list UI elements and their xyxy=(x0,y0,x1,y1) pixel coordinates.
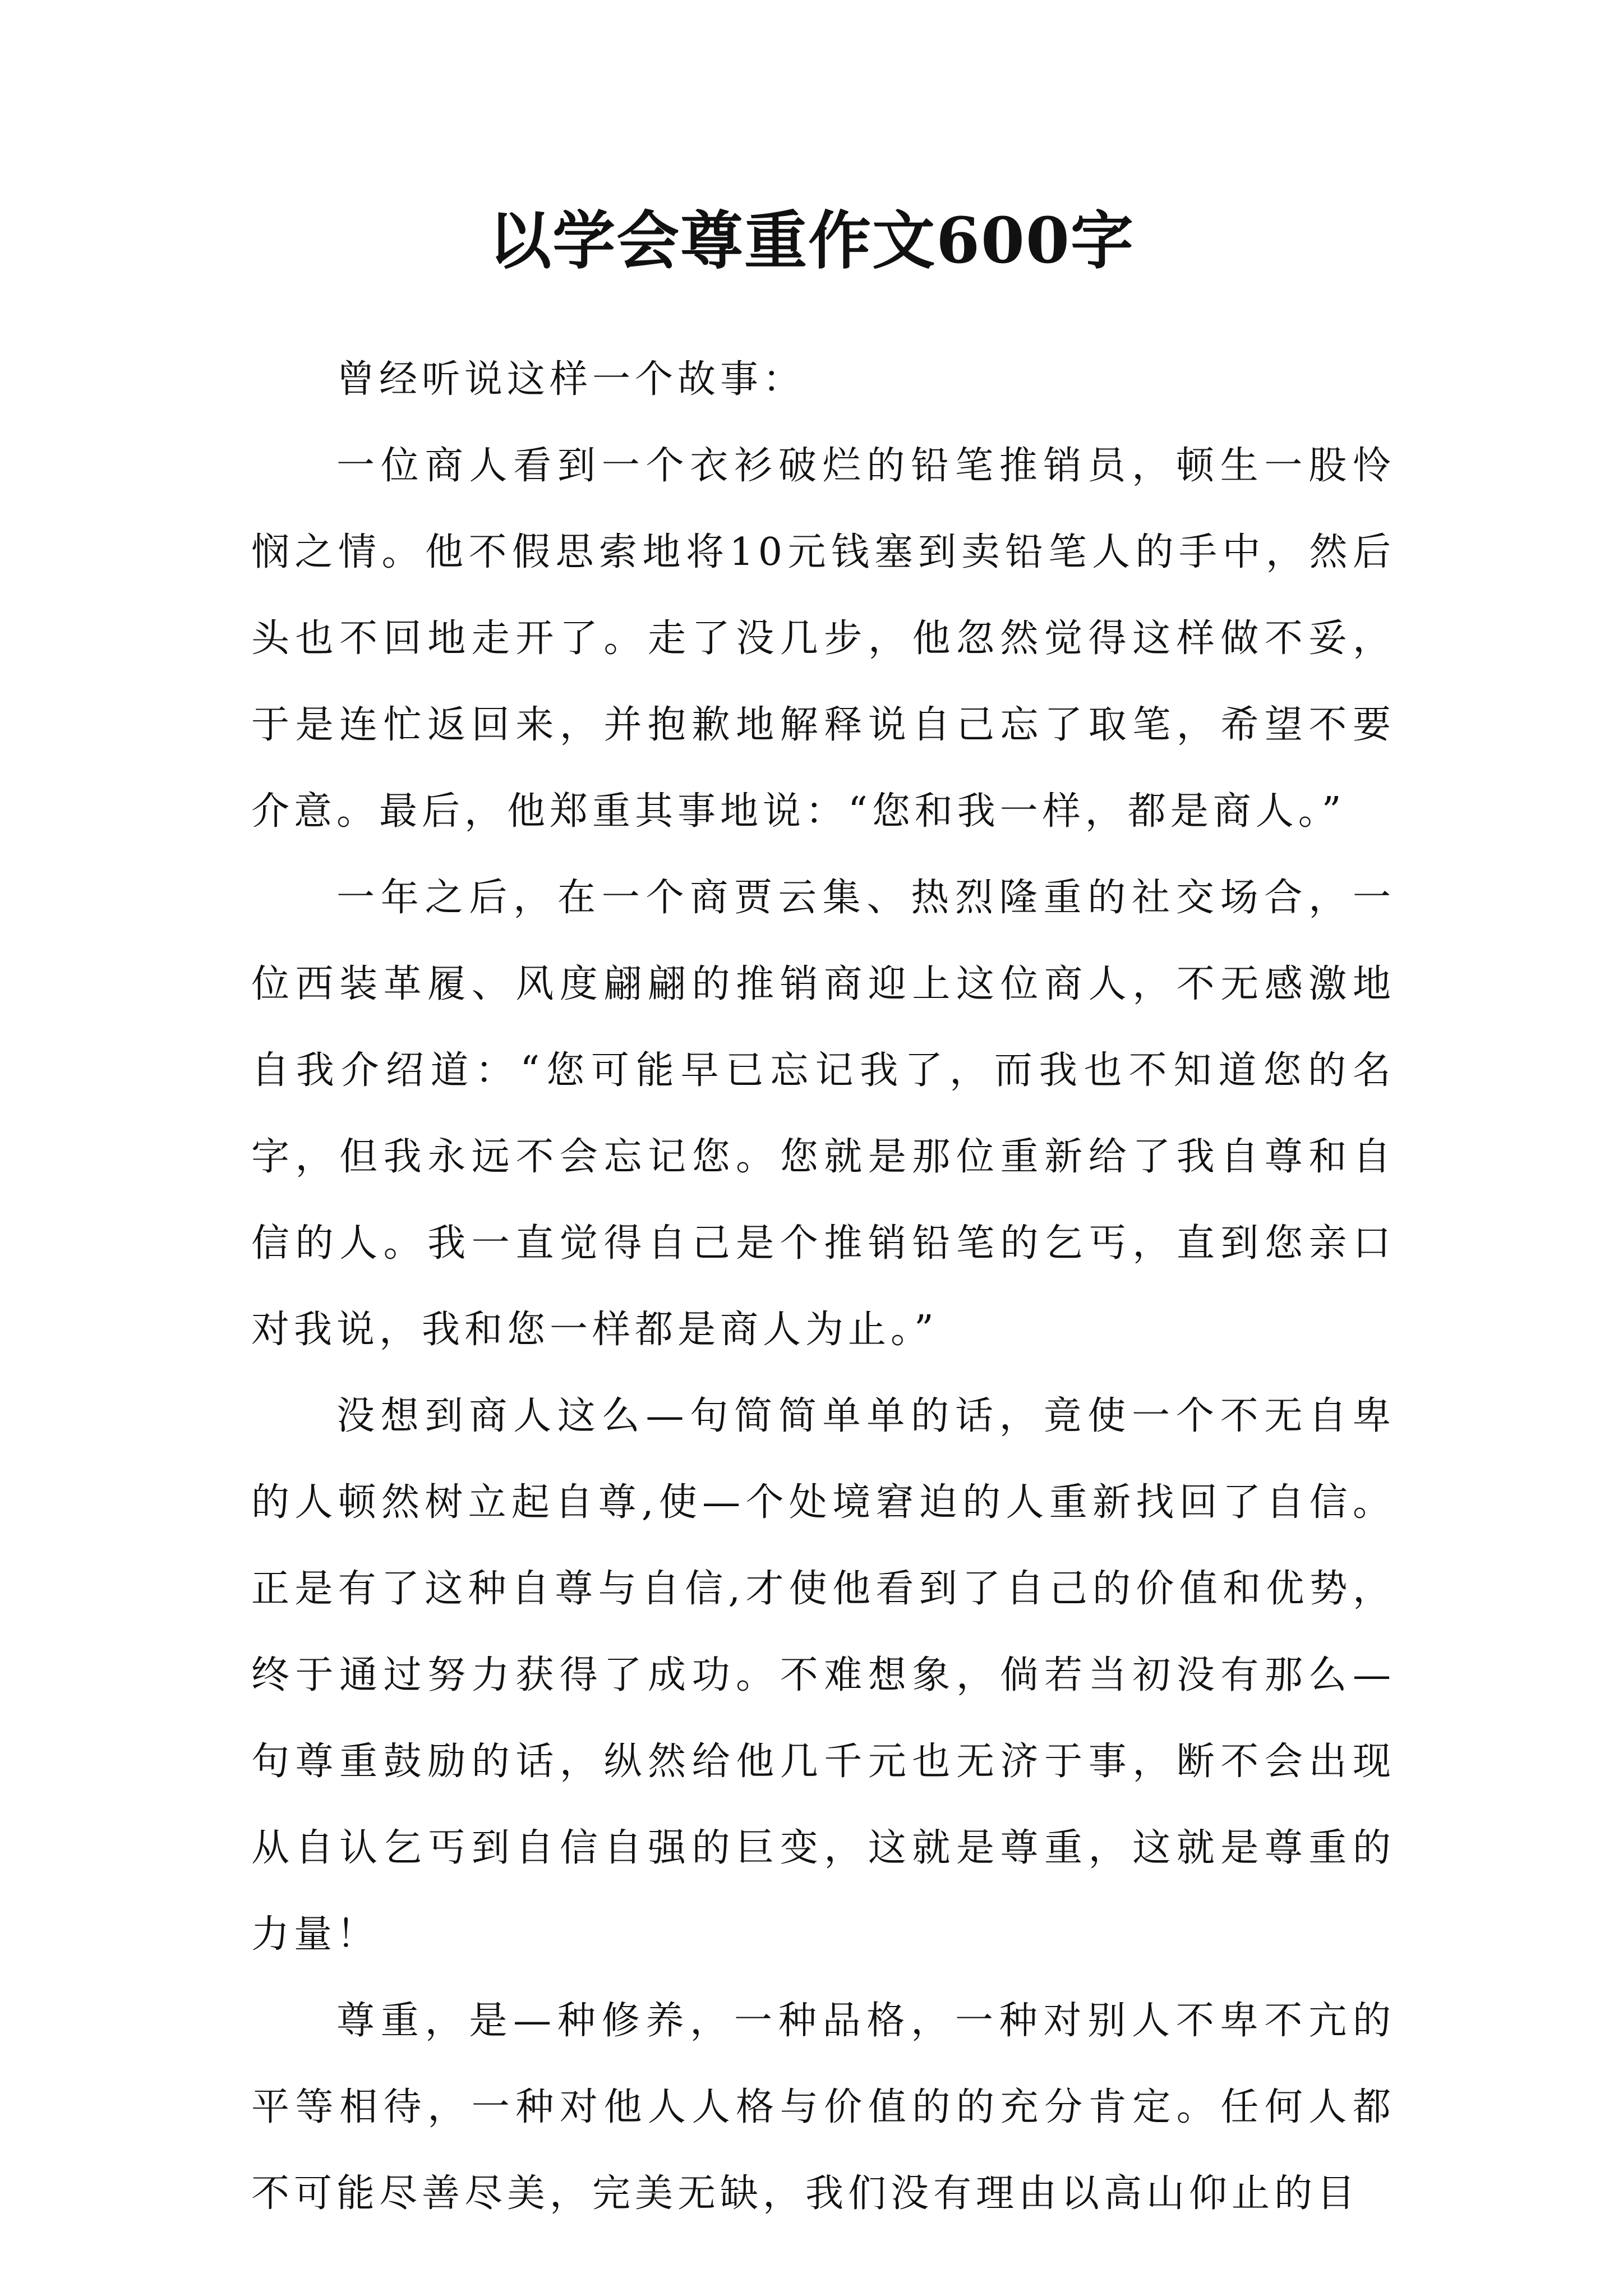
paragraph: 一年之后，在一个商贾云集、热烈隆重的社交场合，一位西装革履、风度翩翩的推销商迎上这位商人，不无感激地自我介绍道：“您可能早已忘记我了，而我也不知道您的名字，但我永远不会忘记您。您就是那位重新给了我自尊和自信的人。我一直觉得自己是个推销铅笔的乞丐，直到您亲口对我说，我和您一样都是商人为止。” xyxy=(251,876,1395,1352)
document-body xyxy=(251,337,1395,2237)
document-title: 以学会尊重作文600字 xyxy=(488,204,1135,278)
paragraph: 尊重，是—种修养，一种品格，一种对别人不卑不亢的平等相待，一种对他人人格与价值的的充分肯定。任何人都不可能尽善尽美，完美无缺，我们没有理由以高山仰止的目 xyxy=(251,1999,1395,2216)
paragraph: 没想到商人这么—句简简单单的话，竟使一个不无自卑的人顿然树立起自尊,使—个处境窘迫的人重新找回了自信。正是有了这种自尊与自信,才使他看到了自己的价值和优势，终于通过努力获得了成功。不难想象，倘若当初没有那么—句尊重鼓励的话，纵然给他几千元也无济于事，断不会出现从自认乞丐到自信自强的巨变，这就是尊重，这就是尊重的力量！ xyxy=(251,1394,1395,1957)
paragraph: 曾经听说这样一个故事： xyxy=(336,357,806,402)
paragraph: 一位商人看到一个衣衫破烂的铅笔推销员，顿生一股怜悯之情。他不假思索地将10元钱塞到卖铅笔人的手中，然后头也不回地走开了。走了没几步，他忽然觉得这样做不妥，于是连忙返回来，并抱歉地解释说自己忘了取笔，希望不要介意。最后，他郑重其事地说：“您和我一样，都是商人。” xyxy=(251,444,1395,834)
